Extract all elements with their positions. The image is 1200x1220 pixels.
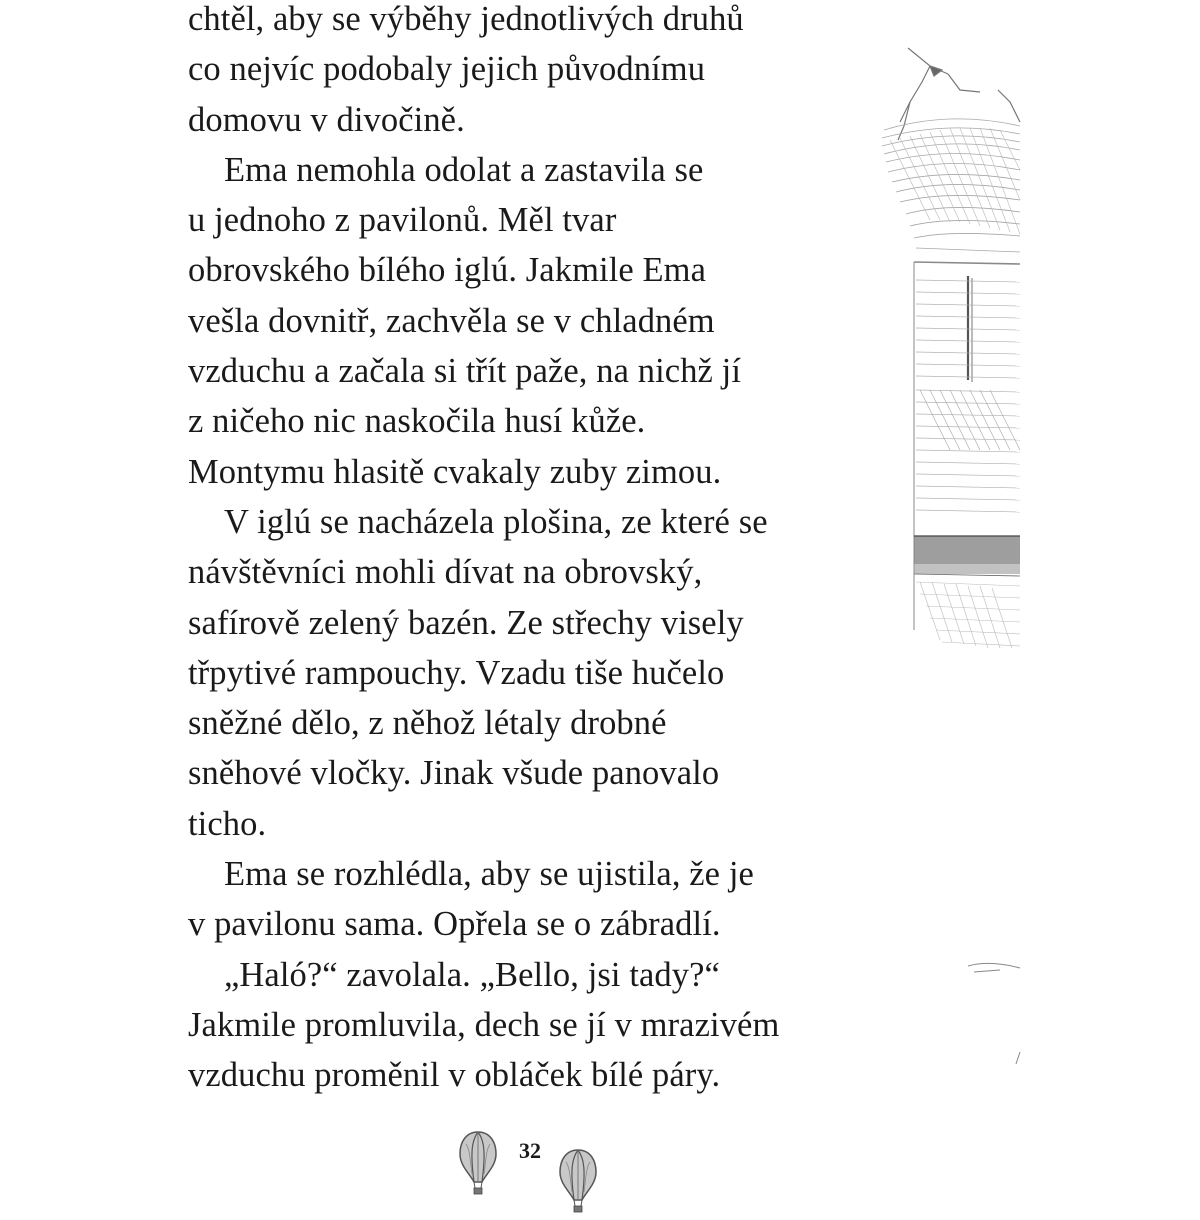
hot-air-balloon-icon [458,1130,498,1202]
text-line-13: safírově zelený bazén. Ze střechy visely [188,603,744,642]
text-line-9: z ničeho nic naskočila husí kůže. [188,402,646,441]
body-text [188,0,868,1101]
text-line-3: domovu v divočině. [188,100,465,139]
text-line-6: obrovského bílého iglú. Jakmile Ema [188,251,707,290]
text-line-15: sněžné dělo, z něhož létaly drobné [188,704,667,743]
hot-air-balloon-icon [558,1148,598,1220]
igloo-sketch-illustration [870,30,1030,1170]
text-line-7: vešla dovnitř, zachvěla se v chladném [188,301,715,340]
text-line-14: třpytivé rampouchy. Vzadu tiše hučelo [188,653,725,692]
text-line-2: co nejvíc podobaly jejich původnímu [188,50,706,89]
text-line-16: sněhové vločky. Jinak všude panovalo [188,754,720,793]
text-line-5: u jednoho z pavilonů. Měl tvar [188,201,617,240]
text-line-17: ticho. [188,804,267,843]
text-line-22: vzduchu proměnil v obláček bílé páry. [188,1056,721,1095]
text-line-21: Jakmile promluvila, dech se jí v mrazivém [188,1005,780,1044]
sketch-top-lines [898,48,1020,140]
text-line-18: Ema se rozhlédla, aby se ujistila, že je [224,855,754,894]
page-number: 32 [519,1138,541,1163]
sketch-base-hatching [916,582,1020,648]
text-line-8: vzduchu a začala si třít paže, na nichž jí [188,352,742,391]
sketch-dome-hatching [882,119,1020,252]
text-line-10: Montymu hlasitě cvakaly zuby zimou. [188,452,722,491]
text-line-4: Ema nemohla odolat a zastavila se [224,150,704,189]
sketch-small-marks [968,963,1020,1064]
text-line-19: v pavilonu sama. Opřela se o zábradlí. [188,905,721,944]
text-line-12: návštěvníci mohli dívat na obrovský, [188,553,703,592]
text-line-20: „Haló?“ zavolala. „Bello, jsi tady?“ [224,955,720,994]
text-line-11: V iglú se nacházela plošina, ze které se [224,502,768,541]
sketch-dark-band [914,536,1020,576]
text-line-1: chtěl, aby se výběhy jednotlivých druhů [188,0,744,38]
